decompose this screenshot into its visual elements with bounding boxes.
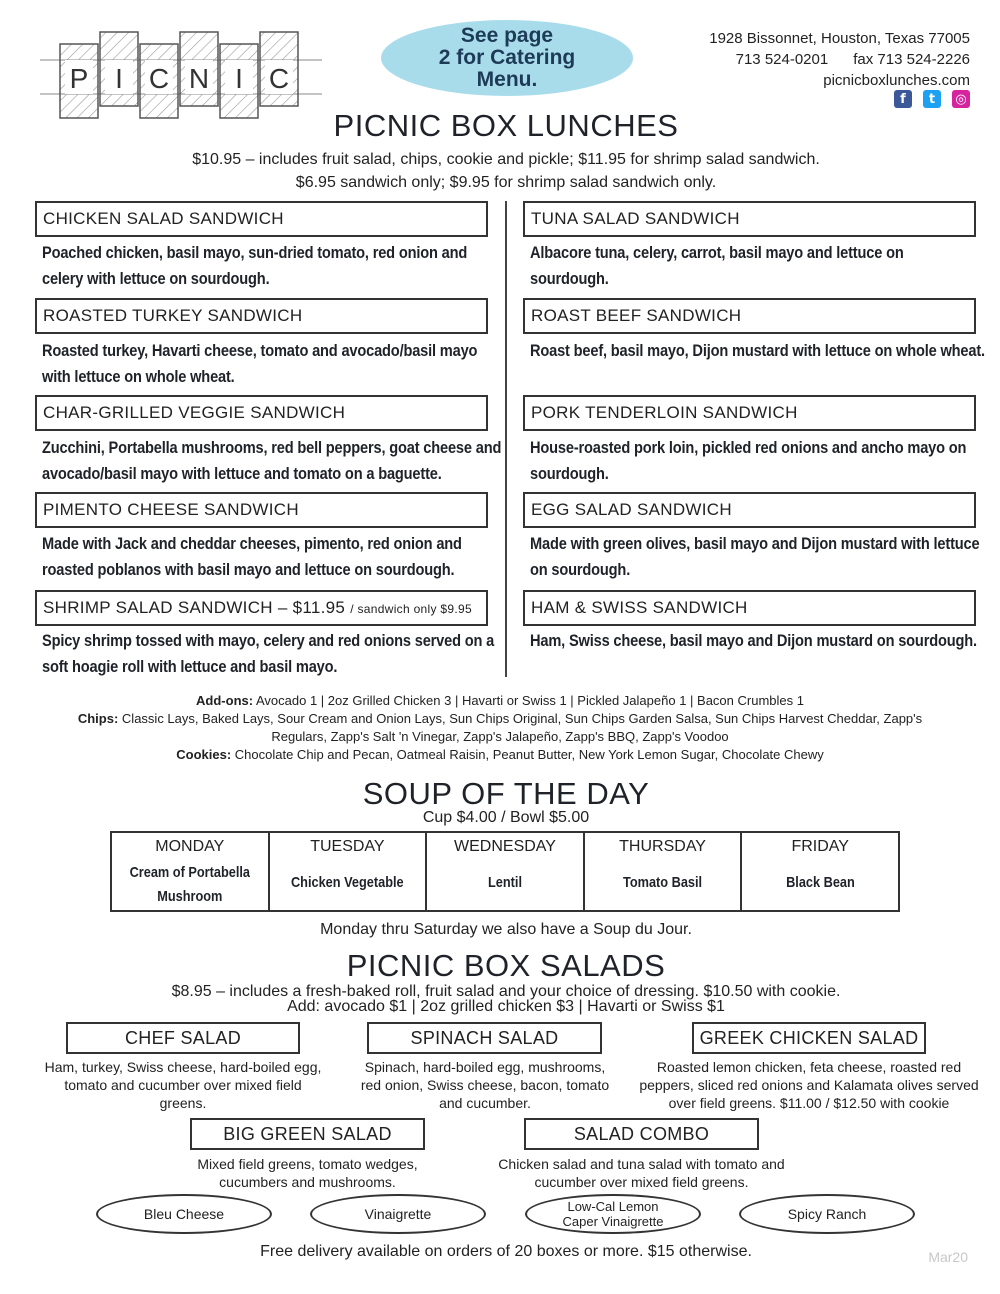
sandwich-desc-roast-beef: Roast beef, basil mayo, Dijon mustard with lettuce on whole wheat. — [530, 341, 985, 360]
edition-stamp: Mar20 — [928, 1249, 968, 1265]
soup-day: FRIDAY — [791, 838, 849, 855]
soup-cell-wednesday — [426, 832, 584, 911]
logo-tile-6 — [260, 32, 298, 106]
logo-tile-2 — [100, 32, 138, 106]
sandwich-desc-pimento: Made with Jack and cheddar cheeses, pimento, red onion and roasted poblanos with basil mayo and lettuce on sourdough. — [42, 534, 462, 579]
logo-tile-1 — [60, 44, 98, 118]
soup-day: MONDAY — [155, 838, 225, 855]
chips-line-1 — [0, 710, 1000, 728]
catering-note-bubble[interactable] — [381, 20, 633, 96]
sandwich-desc-veggie: Zucchini, Portabella mushrooms, red bell peppers, goat cheese and avocado/basil mayo with lettuce and tomato on a baguette. — [42, 438, 502, 483]
salad-desc-spinach: Spinach, hard-boiled egg, mushrooms, red onion, Swiss cheese, bacon, tomato and cucumber. — [360, 1059, 610, 1111]
sandwich-desc-pork: House-roasted pork loin, pickled red onions and ancho mayo on sourdough. — [530, 438, 967, 483]
delivery-note: Free delivery available on orders of 20 boxes or more. $15 otherwise. — [260, 1243, 752, 1260]
addons-text: Avocado 1 | 2oz Grilled Chicken 3 | Havarti or Swiss 1 | Pickled Jalapeño 1 | Bacon Crumbles 1 — [255, 693, 804, 708]
soup-day: TUESDAY — [310, 838, 385, 855]
addons-line — [0, 692, 1000, 710]
dressing-low-cal-text: Low-Cal Lemon Caper Vinaigrette — [562, 1199, 664, 1229]
salad-title-chef: CHEF SALAD — [66, 1022, 300, 1054]
soup-price: Cup $4.00 / Bowl $5.00 — [422, 809, 590, 826]
soup-cell-monday — [111, 832, 269, 911]
sandwich-title-ham-swiss: HAM & SWISS SANDWICH — [523, 590, 976, 626]
salad-desc-greek-chicken: Roasted lemon chicken, feta cheese, roasted red peppers, sliced red onions and Kalamata olives served over field greens. $11.00 / $12.50 with cookie — [639, 1059, 979, 1111]
salad-title-greek-chicken: GREEK CHICKEN SALAD — [692, 1022, 926, 1054]
cookies-line — [0, 746, 1000, 764]
sandwich-title-veggie: CHAR-GRILLED VEGGIE SANDWICH — [35, 395, 488, 431]
box-lunches-price-2: $6.95 sandwich only; $9.95 for shrimp salad sandwich only. — [295, 174, 717, 191]
soup-cell-thursday — [584, 832, 742, 911]
fax: fax 713 524-2226 — [853, 51, 970, 68]
catering-line-1: See page — [460, 24, 554, 47]
shrimp-title-text: SHRIMP SALAD SANDWICH – $11.95 — [43, 598, 346, 617]
cookies-label: Cookies: — [176, 747, 232, 762]
address: 1928 Bissonnet, Houston, Texas 77005 — [709, 30, 970, 47]
salad-desc-big-green: Mixed field greens, tomato wedges, cucumbers and mushrooms. — [197, 1156, 418, 1190]
soup-table — [110, 831, 900, 912]
contact-info — [709, 28, 970, 91]
sandwich-desc-tuna: Albacore tuna, celery, carrot, basil mayo and lettuce on sourdough. — [530, 243, 904, 288]
logo-tile-3 — [140, 44, 178, 118]
dressing-vinaigrette: Vinaigrette — [310, 1194, 486, 1234]
logo-letter: N — [188, 63, 210, 94]
logo-letter: C — [148, 63, 170, 94]
salad-title-big-green: BIG GREEN SALAD — [190, 1118, 425, 1150]
soup-name: Tomato Basil — [623, 874, 703, 891]
sandwich-title-chicken-salad: CHICKEN SALAD SANDWICH — [35, 201, 488, 237]
salad-title-combo: SALAD COMBO — [524, 1118, 759, 1150]
box-lunches-title: PICNIC BOX LUNCHES — [333, 108, 679, 143]
salads-addons: Add: avocado $1 | 2oz grilled chicken $3 | Havarti or Swiss $1 — [287, 998, 725, 1015]
logo-letter: I — [235, 63, 243, 94]
dressing-spicy-ranch: Spicy Ranch — [739, 1194, 915, 1234]
sandwich-title-shrimp — [35, 590, 488, 626]
facebook-icon[interactable]: f — [894, 90, 912, 108]
addons-label: Add-ons: — [196, 693, 254, 708]
sandwich-desc-shrimp: Spicy shrimp tossed with mayo, celery and red onions served on a soft hoagie roll with lettuce and basil mayo. — [42, 631, 495, 676]
catering-line-3: Menu. — [476, 68, 538, 91]
sandwich-title-pimento: PIMENTO CHEESE SANDWICH — [35, 492, 488, 528]
chips-label: Chips: — [77, 711, 119, 726]
chips-text-1: Classic Lays, Baked Lays, Sour Cream and Onion Lays, Sun Chips Original, Sun Chips Garden Salsa, Sun Chips Harvest Cheddar, Zapp's — [121, 711, 923, 726]
logo-letter: I — [115, 63, 123, 94]
dressing-bleu-cheese: Bleu Cheese — [96, 1194, 272, 1234]
soup-name: Lentil — [487, 874, 522, 891]
salads-price: $8.95 – includes a fresh-baked roll, fruit salad and your choice of dressing. $10.50 with cookie. — [171, 983, 841, 1000]
cookies-text: Chocolate Chip and Pecan, Oatmeal Raisin, Peanut Butter, New York Lemon Sugar, Chocolate Chewy — [234, 747, 824, 762]
logo-tile-5 — [220, 44, 258, 118]
catering-line-2: 2 for Catering — [438, 46, 576, 69]
sandwich-title-roasted-turkey: ROASTED TURKEY SANDWICH — [35, 298, 488, 334]
soup-title: SOUP OF THE DAY — [362, 776, 650, 811]
phone: 713 524-0201 — [735, 51, 829, 68]
salad-title-spinach: SPINACH SALAD — [367, 1022, 602, 1054]
social-icons — [894, 90, 970, 108]
phone-fax-line — [709, 49, 970, 70]
logo-letter: P — [69, 63, 89, 94]
soup-cell-tuesday — [269, 832, 427, 911]
website-link[interactable]: picnicboxlunches.com — [823, 72, 970, 89]
instagram-icon[interactable]: ◎ — [952, 90, 970, 108]
logo-letter: C — [268, 63, 290, 94]
salad-desc-combo: Chicken salad and tuna salad with tomato and cucumber over mixed field greens. — [498, 1156, 785, 1190]
logo-tile-4 — [180, 32, 218, 106]
salad-desc-chef: Ham, turkey, Swiss cheese, hard-boiled egg, tomato and cucumber over mixed field greens. — [44, 1059, 322, 1111]
soup-day: WEDNESDAY — [454, 838, 556, 855]
soup-du-jour-note: Monday thru Saturday we also have a Soup du Jour. — [320, 921, 692, 938]
soup-name: Cream of Portabella Mushroom — [129, 864, 251, 905]
sandwich-title-tuna: TUNA SALAD SANDWICH — [523, 201, 976, 237]
column-divider — [505, 201, 507, 677]
twitter-icon[interactable]: t — [923, 90, 941, 108]
sandwich-desc-chicken-salad: Poached chicken, basil mayo, sun-dried tomato, red onion and celery with lettuce on sourdough. — [42, 243, 468, 288]
box-lunches-price-1: $10.95 – includes fruit salad, chips, cookie and pickle; $11.95 for shrimp salad sandwich. — [192, 151, 820, 168]
chips-line-2: Regulars, Zapp's Salt 'n Vinegar, Zapp's Jalapeño, Zapp's BBQ, Zapp's Voodoo — [271, 729, 729, 744]
sandwich-title-roast-beef: ROAST BEEF SANDWICH — [523, 298, 976, 334]
soup-day: THURSDAY — [619, 838, 706, 855]
sandwich-desc-roasted-turkey: Roasted turkey, Havarti cheese, tomato and avocado/basil mayo with lettuce on whole wheat. — [42, 341, 478, 386]
sandwich-title-egg-salad: EGG SALAD SANDWICH — [523, 492, 976, 528]
shrimp-title-note: / sandwich only $9.95 — [350, 602, 472, 616]
sandwich-desc-ham-swiss: Ham, Swiss cheese, basil mayo and Dijon mustard on sourdough. — [530, 631, 977, 650]
sandwich-title-pork: PORK TENDERLOIN SANDWICH — [523, 395, 976, 431]
soup-cell-friday — [741, 832, 899, 911]
salads-title: PICNIC BOX SALADS — [346, 948, 666, 983]
sandwich-desc-egg-salad: Made with green olives, basil mayo and Dijon mustard with lettuce on sourdough. — [530, 534, 980, 579]
soup-name: Chicken Vegetable — [291, 874, 404, 891]
soup-name: Black Bean — [785, 874, 855, 891]
dressing-low-cal-lemon-caper — [525, 1194, 701, 1234]
